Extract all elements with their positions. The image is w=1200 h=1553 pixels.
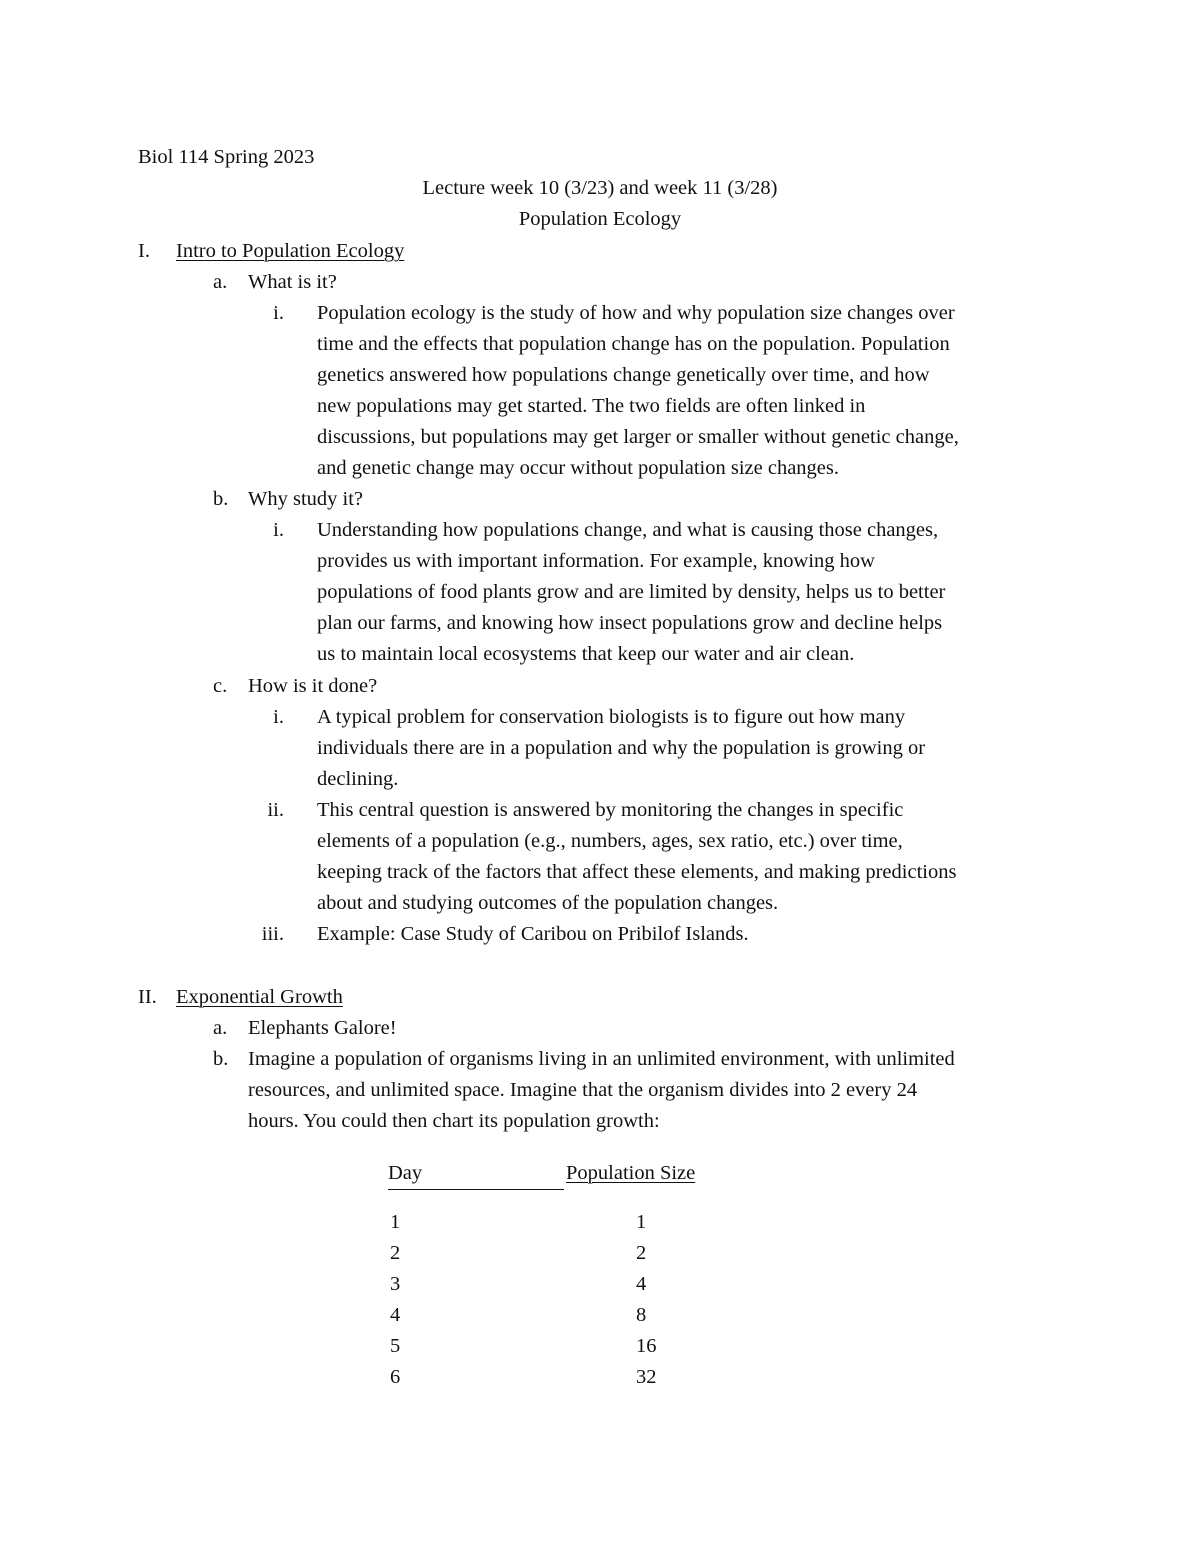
paragraph-line: declining.: [317, 768, 399, 790]
paragraph-line: plan our farms, and knowing how insect populations grow and decline helps: [317, 612, 943, 634]
section-1-heading: Intro to Population Ecology: [176, 240, 405, 262]
item-1c-label: How is it done?: [248, 675, 378, 697]
table-cell-day: 3: [390, 1273, 401, 1295]
item-1b-i-marker: i.: [273, 519, 284, 541]
item-1b-label: Why study it?: [248, 488, 364, 510]
item-1c-iii-marker: iii.: [261, 923, 284, 945]
item-1c-i-marker: i.: [273, 706, 284, 728]
paragraph-line: provides us with important information. For example, knowing how: [317, 550, 875, 572]
paragraph-line: discussions, but populations may get larger or smaller without genetic change,: [317, 426, 959, 448]
paragraph-line: Population ecology is the study of how and why population size changes over: [317, 302, 955, 324]
item-2b-marker: b.: [213, 1048, 229, 1070]
paragraph-line: Example: Case Study of Caribou on Pribilof Islands.: [317, 923, 749, 945]
paragraph-line: about and studying outcomes of the population changes.: [317, 892, 779, 914]
table-cell-population: 1: [636, 1211, 647, 1233]
paragraph-line: hours. You could then chart its population growth:: [248, 1110, 660, 1132]
table-header-population: Population Size: [566, 1162, 696, 1184]
lecture-line: Lecture week 10 (3/23) and week 11 (3/28): [422, 177, 778, 199]
table-cell-day: 5: [390, 1335, 401, 1357]
table-cell-population: 4: [636, 1273, 647, 1295]
item-1a-i-marker: i.: [273, 302, 284, 324]
table-cell-day: 4: [390, 1304, 401, 1326]
paragraph-line: keeping track of the factors that affect these elements, and making predictions: [317, 861, 957, 883]
item-1c-marker: c.: [213, 675, 228, 697]
paragraph-line: genetics answered how populations change genetically over time, and how: [317, 364, 930, 386]
table-cell-population: 16: [636, 1335, 657, 1357]
paragraph-line: This central question is answered by monitoring the changes in specific: [317, 799, 904, 821]
item-2a-marker: a.: [213, 1017, 228, 1039]
item-1b-marker: b.: [213, 488, 229, 510]
item-2a-label: Elephants Galore!: [248, 1017, 397, 1039]
table-cell-population: 2: [636, 1242, 647, 1264]
item-1a-marker: a.: [213, 271, 228, 293]
paragraph-line: A typical problem for conservation biologists is to figure out how many: [317, 706, 906, 728]
section-2-heading: Exponential Growth: [176, 986, 343, 1008]
paragraph-line: elements of a population (e.g., numbers, ages, sex ratio, etc.) over time,: [317, 830, 903, 852]
table-cell-day: 2: [390, 1242, 401, 1264]
paragraph-line: us to maintain local ecosystems that keep our water and air clean.: [317, 643, 855, 665]
section-1-marker: I.: [138, 240, 150, 262]
course-title: Biol 114 Spring 2023: [138, 146, 315, 168]
paragraph-line: populations of food plants grow and are limited by density, helps us to better: [317, 581, 946, 603]
table-cell-population: 32: [636, 1366, 657, 1388]
paragraph-line: and genetic change may occur without population size changes.: [317, 457, 839, 479]
paragraph-line: resources, and unlimited space. Imagine that the organism divides into 2 every 24: [248, 1079, 918, 1101]
table-cell-day: 1: [390, 1211, 401, 1233]
table-header-day: Day: [388, 1158, 564, 1190]
paragraph-line: Understanding how populations change, and what is causing those changes,: [317, 519, 939, 541]
table-cell-day: 6: [390, 1366, 401, 1388]
paragraph-line: new populations may get started. The two fields are often linked in: [317, 395, 866, 417]
section-2-marker: II.: [138, 986, 157, 1008]
paragraph-line: individuals there are in a population and why the population is growing or: [317, 737, 926, 759]
page-title: Population Ecology: [518, 208, 682, 230]
paragraph-line: Imagine a population of organisms living in an unlimited environment, with unlimited: [248, 1048, 955, 1070]
paragraph-line: time and the effects that population change has on the population. Population: [317, 333, 950, 355]
item-1c-ii-marker: ii.: [267, 799, 284, 821]
table-cell-population: 8: [636, 1304, 647, 1326]
item-1a-label: What is it?: [248, 271, 337, 293]
